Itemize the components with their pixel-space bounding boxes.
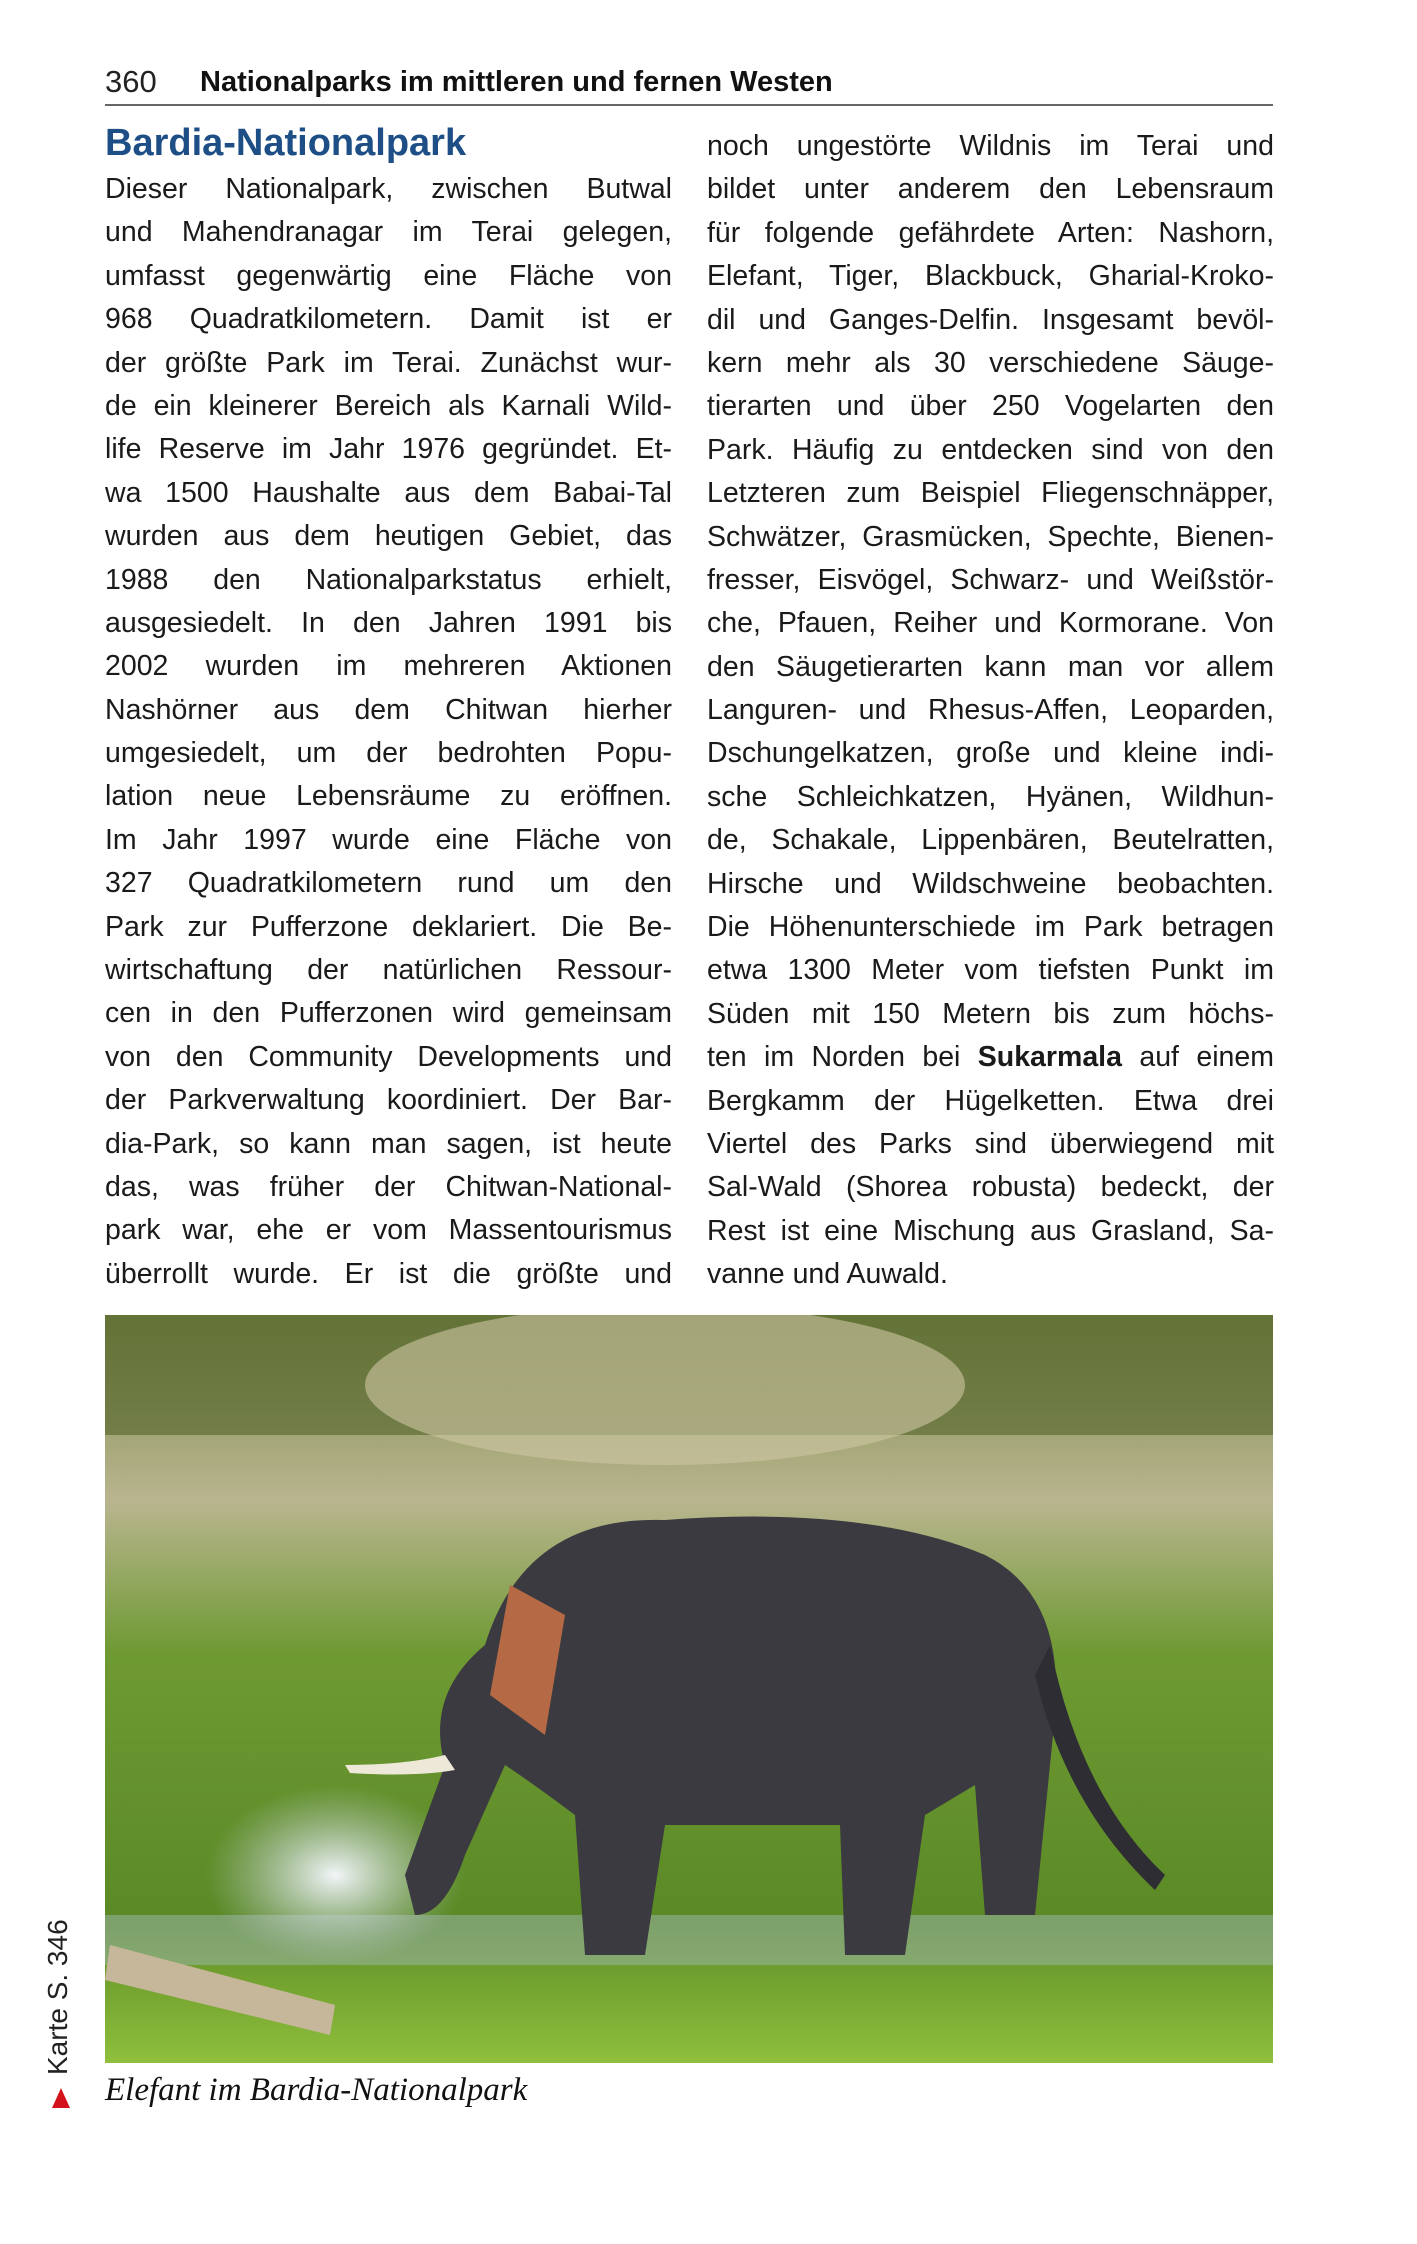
photo-caption: Elefant im Bardia-Nationalpark xyxy=(105,2072,528,2108)
text-line: der größte Park im Terai. Zunächst wur- xyxy=(105,346,672,379)
page-number: 360 xyxy=(105,64,157,99)
running-header xyxy=(105,62,1273,106)
text-line: che, Pfauen, Reiher und Kormorane. Von xyxy=(707,607,1274,640)
text-line: de, Schakale, Lippenbären, Beutelratten, xyxy=(707,824,1274,857)
text-line: Bergkamm der Hügelketten. Etwa drei xyxy=(707,1084,1274,1117)
text-line: Park zur Pufferzone deklariert. Die Be- xyxy=(105,910,672,943)
text-line: Rest ist eine Mischung aus Grasland, Sa- xyxy=(707,1214,1274,1247)
elephant-image xyxy=(105,1315,1273,2063)
text-line: sche Schleichkatzen, Hyänen, Wildhun- xyxy=(707,780,1274,813)
text-line: und Mahendranagar im Terai gelegen, xyxy=(105,216,672,249)
text-line: für folgende gefährdete Arten: Nashorn, xyxy=(707,216,1274,249)
text-line: Viertel des Parks sind überwiegend mit xyxy=(707,1127,1274,1160)
text-line: Park. Häufig zu entdecken sind von den xyxy=(707,433,1274,466)
text-line: Nashörner aus dem Chitwan hierher xyxy=(105,693,672,726)
text-fragment: auf einem xyxy=(1121,1041,1274,1074)
text-line: Dieser Nationalpark, zwischen Butwal xyxy=(105,173,672,205)
text-line: das, was früher der Chitwan-National- xyxy=(105,1170,672,1203)
article-title: Bardia-Nationalpark xyxy=(105,122,467,164)
text-line: cen in den Pufferzonen wird gemeinsam xyxy=(105,997,672,1030)
text-line: bildet unter anderem den Lebensraum xyxy=(707,173,1274,206)
text-line: umfasst gegenwärtig eine Fläche von xyxy=(105,259,672,292)
text-line: dia-Park, so kann man sagen, ist heute xyxy=(105,1127,672,1160)
text-line: Hirsche und Wildschweine beobachten. xyxy=(707,867,1274,900)
text-line: wurden aus dem heutigen Gebiet, das xyxy=(105,520,672,553)
text-line: kern mehr als 30 verschiedene Säuge- xyxy=(707,346,1274,379)
text-line: lation neue Lebensräume zu eröffnen. xyxy=(105,780,672,813)
text-line: Elefant, Tiger, Blackbuck, Gharial-Kroko- xyxy=(707,260,1274,293)
bold-place-name: Sukarmala xyxy=(977,1041,1122,1074)
text-line: 327 Quadratkilometern rund um den xyxy=(105,867,672,900)
text-line: dil und Ganges-Delfin. Insgesamt bevöl- xyxy=(707,303,1274,336)
text-line: wa 1500 Haushalte aus dem Babai-Tal xyxy=(105,476,672,509)
map-reference-link[interactable]: Karte S. 346 xyxy=(42,1919,73,2075)
running-title: Nationalparks im mittleren und fernen Westen xyxy=(200,66,833,98)
left-column xyxy=(105,168,672,1296)
right-column xyxy=(707,125,1274,1297)
triangle-marker-icon xyxy=(52,2088,70,2108)
text-line xyxy=(707,1036,1274,1079)
text-line: de ein kleinerer Bereich als Karnali Wild- xyxy=(105,389,672,422)
text-line: 2002 wurden im mehreren Aktionen xyxy=(105,650,672,683)
text-line: von den Community Developments und xyxy=(105,1040,672,1073)
text-line: vanne und Auwald. xyxy=(707,1258,948,1291)
text-line: Sal-Wald (Shorea robusta) bedeckt, der xyxy=(707,1171,1274,1204)
text-line: ausgesiedelt. In den Jahren 1991 bis xyxy=(105,606,672,639)
text-fragment: ten im Norden bei xyxy=(707,1041,978,1074)
text-line: Letzteren zum Beispiel Fliegenschnäpper, xyxy=(707,477,1274,510)
text-line: Languren- und Rhesus-Affen, Leoparden, xyxy=(707,694,1274,727)
text-line: umgesiedelt, um der bedrohten Popu- xyxy=(105,737,672,770)
text-line: noch ungestörte Wildnis im Terai und xyxy=(707,130,1274,162)
text-line: Süden mit 150 Metern bis zum höchs- xyxy=(707,997,1274,1030)
elephant-photo xyxy=(105,1315,1273,2063)
text-line: Die Höhenunterschiede im Park betragen xyxy=(707,911,1274,944)
text-line: fresser, Eisvögel, Schwarz- und Weißstör- xyxy=(707,563,1274,596)
text-line: den Säugetierarten kann man vor allem xyxy=(707,650,1274,683)
text-line: Schwätzer, Grasmücken, Spechte, Bienen- xyxy=(707,520,1274,553)
text-line: tierarten und über 250 Vogelarten den xyxy=(707,390,1274,423)
text-line: Im Jahr 1997 wurde eine Fläche von xyxy=(105,823,672,856)
text-line: überrollt wurde. Er ist die größte und xyxy=(105,1257,672,1290)
text-line: wirtschaftung der natürlichen Ressour- xyxy=(105,954,672,987)
text-line: etwa 1300 Meter vom tiefsten Punkt im xyxy=(707,954,1274,987)
text-line: 1988 den Nationalparkstatus erhielt, xyxy=(105,563,672,596)
text-line: 968 Quadratkilometern. Damit ist er xyxy=(105,303,672,336)
text-line: Dschungelkatzen, große und kleine indi- xyxy=(707,737,1274,770)
text-line: life Reserve im Jahr 1976 gegründet. Et- xyxy=(105,433,672,466)
text-line: der Parkverwaltung koordiniert. Der Bar- xyxy=(105,1084,672,1117)
text-line: park war, ehe er vom Massentourismus xyxy=(105,1214,672,1247)
